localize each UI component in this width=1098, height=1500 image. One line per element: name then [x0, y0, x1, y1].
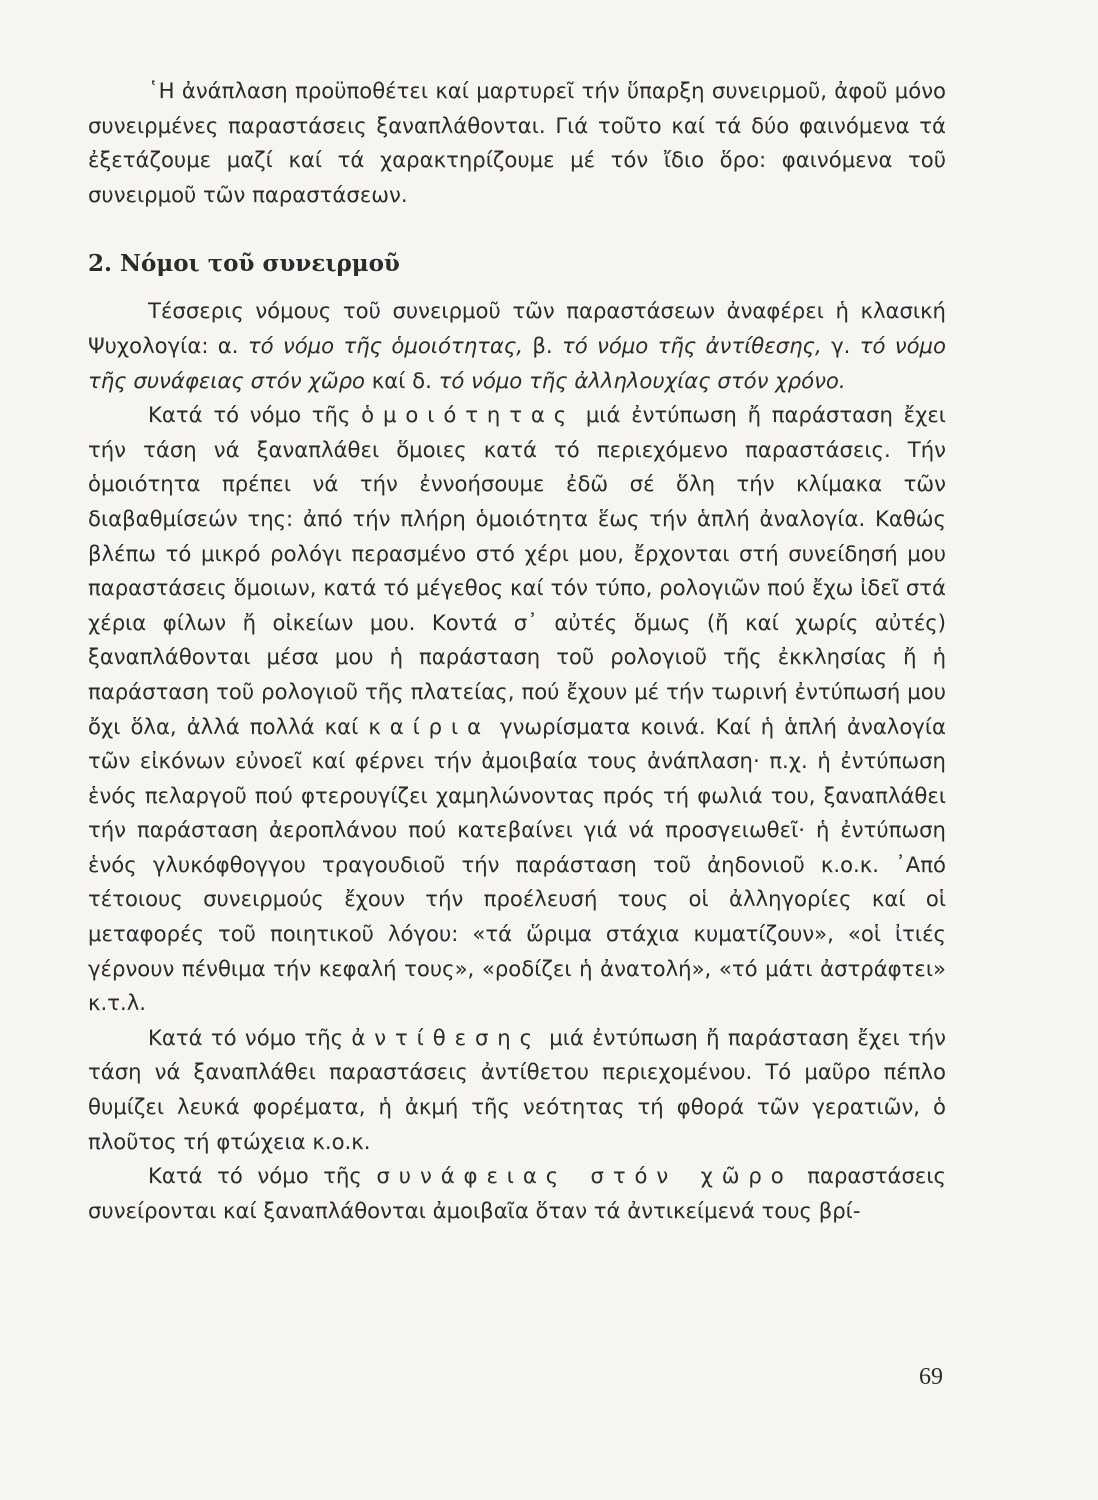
paragraph-contiguity — [88, 1159, 946, 1228]
contrast-body: μιά ἐντύπωση ἤ παράσταση ἔχει τήν τάση νά ξαναπλάθει παραστάσεις ἀντίθετου περιεχομένου. Τό μαῦρο πέπλο θυμίζει λευκά φορέματα, ἡ ἀκμή τῆς νεότητας τή φθορά τῶν γερατιῶν, ὁ πλοῦτος τή φτώχεια κ.ο.κ. — [88, 1024, 946, 1154]
paragraph-contrast — [88, 1021, 946, 1159]
similarity-body: μιά ἐντύπωση ἤ παράσταση ἔχει τήν τάση νά ξαναπλάθει ὅμοιες κατά τό περιεχόμενο παραστάσεις. Τήν ὁμοιότητα πρέπει νά τήν ἐννοήσουμε ἐδῶ σέ ὅλη τήν κλίμακα τῶν διαβαθμίσεών της: ἀπό τήν πλήρη ὁμοιότητα ἕως τήν ἁπλή ἀναλογία. Καθώς βλέπω τό μικρό ρολόγι περασμένο στό χέρι μου, ἔρχονται στή συνείδησή μου παραστάσεις ὅμοιων, κατά τό μέγεθος καί τόν τύπο, ρολογιῶν πού ἔχω ἰδεῖ στά χέρια φίλων ἤ οἰκείων μου. Κοντά σ᾽ αὐτές ὅμως (ἤ καί χωρίς αὐτές) ξαναπλάθονται μέσα μου ἡ παράσταση τοῦ ρολογιοῦ τῆς ἐκκλησίας ἤ ἡ παράσταση τοῦ ρολογιοῦ τῆς πλατείας, πού ἔχουν μέ τήν τωρινή ἐντύπωσή μου ὄχι ὅλα, ἀλλά πολλά καί — [88, 402, 946, 739]
contrast-lead: Κατά τό νόμο τῆς — [148, 1024, 344, 1050]
spaced-term-similarity: ὁμοιότητας — [361, 402, 576, 428]
section-heading: 2. Νόμοι τοῦ συνειρμοῦ — [88, 250, 400, 278]
label-b: β. — [532, 332, 553, 358]
similarity-body-cont: γνωρίσματα κοινά. Καί ἡ ἁπλή ἀναλογία τῶν εἰκόνων εὐνοεῖ καί φέρνει τήν ἀμοιβαία τους ἀνάπλαση· π.χ. ἡ ἐντύπωση ἑνός πελαργοῦ πού φτερουγίζει χαμηλώνοντας πρός τή φωλιά του, ξαναπλάθει τήν παράσταση ἀεροπλάνου πού κατεβαίνει γιά νά προσγειωθεῖ· ἡ ἐντύπωση ἑνός γλυκόφθογγου τραγουδιοῦ τήν παράσταση τοῦ ἀηδονιοῦ κ.ο.κ. ᾽Από τέτοιους συνειρμούς ἔχουν τήν προέλευσή τους οἱ ἀλληγορίες καί οἱ μεταφορές τοῦ ποιητικοῦ λόγου: «τά ὥριμα στάχια κυματίζουν», «οἱ ἰτιές γέρνουν πένθιμα τήν κεφαλή τους», «ροδίζει ἡ ἀνατολή», «τό μάτι ἀστράφτει» κ.τ.λ. — [88, 713, 946, 1016]
similarity-lead: Κατά τό νόμο τῆς — [148, 402, 351, 428]
spaced-term-contrast: ἀντίθεσης — [351, 1024, 541, 1050]
label-d: καί δ. — [371, 367, 432, 393]
law-contiguity-space: τό νόμο τῆς συνάφειας στόν χῶρο — [88, 332, 946, 393]
spaced-term-essential: καίρια — [368, 713, 490, 739]
paragraph-laws-list — [88, 294, 946, 398]
contiguity-lead: Κατά τό νόμο τῆς — [148, 1163, 362, 1189]
law-contrast: τό νόμο τῆς ἀντίθεσης, — [561, 332, 822, 358]
law-succession-time: τό νόμο τῆς ἀλληλουχίας στόν χρόνο. — [438, 367, 846, 393]
contiguity-body: παραστάσεις συνείρονται καί ξαναπλάθονται ἀμοιβαῖα ὅταν τά ἀντικείμενά τους βρί- — [88, 1163, 946, 1223]
spaced-term-contiguity: συνάφειας στόν χῶρο — [376, 1163, 793, 1189]
law-similarity: τό νόμο τῆς ὁμοιότητας, — [247, 332, 524, 358]
label-c: γ. — [831, 332, 851, 358]
page-number: 69 — [919, 1364, 943, 1390]
page-body — [88, 74, 946, 1228]
laws-intro-text: Τέσσερις νόμους τοῦ συνειρμοῦ τῶν παραστάσεων ἀναφέρει ἡ κλασική Ψυχολογία: α. — [88, 298, 946, 358]
paragraph-intro: ῾Η ἀνάπλαση προϋποθέτει καί μαρτυρεῖ τήν ὕπαρξη συνειρμοῦ, ἀφοῦ μόνο συνειρμένες παραστάσεις ξαναπλάθονται. Γιά τοῦτο καί τά δύο φαινόμενα τά ἐξετάζουμε μαζί καί τά χαρακτηρίζουμε μέ τόν ἴδιο ὅρο: φαινόμενα τοῦ συνειρμοῦ τῶν παραστάσεων. — [88, 78, 946, 207]
paragraph-similarity — [88, 398, 946, 1021]
